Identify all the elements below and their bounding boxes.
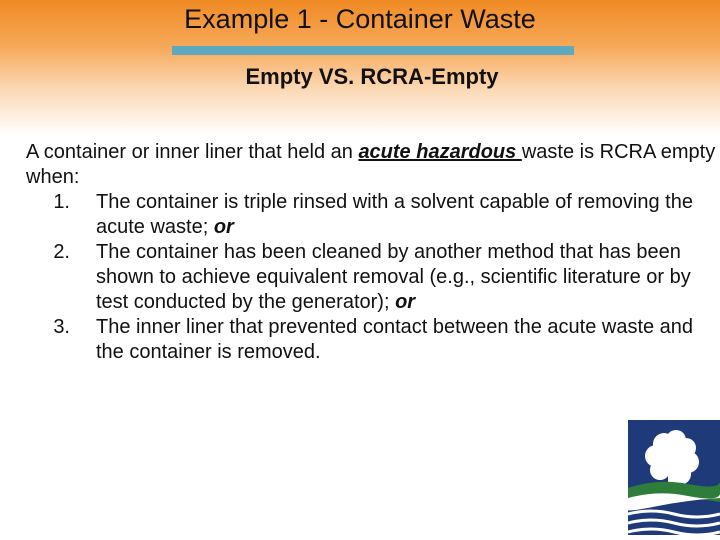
list-item bbox=[26, 240, 716, 315]
acute-hazardous-emphasis: acute hazardous bbox=[358, 141, 522, 163]
slide-title: Example 1 - Container Waste bbox=[184, 4, 536, 34]
intro-text-end: waste is RCRA empty when: bbox=[26, 141, 716, 188]
list-item-number: 2. bbox=[53, 241, 70, 263]
list-item-text: The inner liner that prevented contact between the acute waste and the container is removed. bbox=[96, 316, 694, 363]
list-item-text: The container has been cleaned by another method that has been shown to achieve equivalent removal (e.g., scientific literature or by test conducted by the generator); bbox=[96, 241, 691, 313]
slide-body bbox=[26, 140, 716, 365]
intro-paragraph bbox=[26, 140, 716, 190]
list-item-number: 3. bbox=[53, 316, 70, 338]
list-item bbox=[26, 315, 716, 365]
list-item-text: The container is triple rinsed with a solvent capable of removing the acute waste; bbox=[96, 191, 693, 238]
intro-text-start: A container or inner liner that held an bbox=[26, 141, 359, 163]
list-item-conjunction: or bbox=[213, 216, 234, 238]
list-item bbox=[26, 190, 716, 240]
criteria-list bbox=[26, 190, 716, 365]
title-rule bbox=[172, 46, 574, 55]
tree-and-water-logo-icon bbox=[628, 420, 720, 535]
slide-subtitle: Empty VS. RCRA-Empty bbox=[245, 64, 499, 89]
list-item-number: 1. bbox=[53, 191, 70, 213]
list-item-conjunction: or bbox=[395, 291, 416, 313]
